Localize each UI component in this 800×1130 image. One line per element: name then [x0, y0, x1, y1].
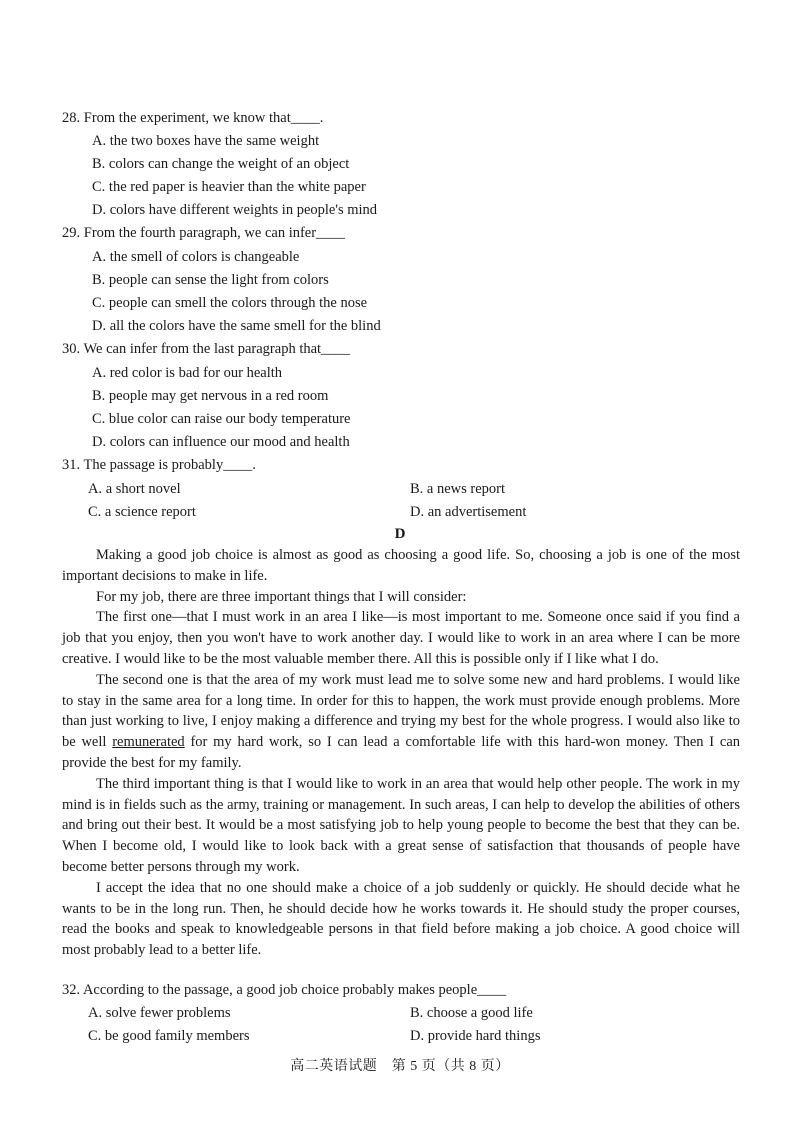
question-30-option-c: C. blue color can raise our body temperature	[92, 411, 351, 427]
question-28-option-a: A. the two boxes have the same weight	[92, 133, 320, 149]
passage-paragraph-6: I accept the idea that no one should make a choice of a job suddenly or quickly. He should decide what he wants to be in the long run. Then, he should decide how he works towards it. He should study the proper courses, read the books and speak to knowledgeable persons in that field before making a job choice. A good choice will most probably lead to a better life.	[62, 879, 740, 959]
question-29-option-a: A. the smell of colors is changeable	[92, 249, 300, 265]
paragraph-4-text-a: The second one is that the area of my work must lead me to solve some new and hard problems. I would like to stay in the same area for a long time. In order for this to happen, the work must provide enough problems. More than just working to live, I enjoy making a difference and trying my best for the whole progress. I would also like to be well	[62, 671, 740, 751]
question-31-option-b: B. a news report	[410, 481, 506, 497]
section-d-title: D	[394, 526, 406, 542]
passage-paragraph-5: The third important thing is that I would like to work in an area that would help other people. The work in my mind is in fields such as the army, training or management. In such areas, I can help to develop the abilities of others and bring out their best. It would be a most satisfying job to help young people to become the best that they can be. When I become old, I would like to look back with a great sense of satisfaction that thousands of people have become better persons through my work.	[62, 775, 740, 875]
paragraph-4-text-b: for my hard work, so I can lead a comfortable life with this hard-won money. Then I can provide the best for my family.	[62, 734, 741, 771]
question-30-stem: 30. We can infer from the last paragraph that____	[62, 341, 351, 357]
passage-paragraph-4	[62, 670, 740, 774]
passage-paragraph-3: The first one—that I must work in an area I like—is most important to me. Someone once said if you find a job that you enjoy, then you won't have to work another day. I would like to work in an area where I can be more creative. I would like to be the most valuable member there. All this is possible only if I like what I do.	[62, 609, 740, 667]
question-28-stem: 28. From the experiment, we know that____.	[62, 110, 324, 126]
question-30-option-d: D. colors can influence our mood and health	[92, 434, 350, 450]
question-31-option-c: C. a science report	[88, 504, 196, 520]
question-32-option-c: C. be good family members	[88, 1028, 250, 1044]
question-30-option-b: B. people may get nervous in a red room	[92, 388, 329, 404]
question-28-option-c: C. the red paper is heavier than the white paper	[92, 179, 366, 195]
question-29-stem: 29. From the fourth paragraph, we can infer____	[62, 225, 346, 241]
passage-paragraph-1: Making a good job choice is almost as good as choosing a good life. So, choosing a job is one of the most important decisions to make in life.	[62, 547, 740, 584]
question-29-option-b: B. people can sense the light from colors	[92, 272, 329, 288]
underlined-word: remunerated	[112, 734, 185, 751]
passage-paragraph-2: For my job, there are three important things that I will consider:	[96, 588, 467, 605]
question-32-option-b: B. choose a good life	[410, 1005, 533, 1021]
question-31-option-a: A. a short novel	[88, 481, 181, 497]
question-31-stem: 31. The passage is probably____.	[62, 457, 256, 473]
page-footer: 高二英语试题 第 5 页（共 8 页）	[290, 1059, 510, 1074]
question-32-option-a: A. solve fewer problems	[88, 1005, 231, 1021]
question-30-option-a: A. red color is bad for our health	[92, 365, 283, 381]
question-29-option-c: C. people can smell the colors through the nose	[92, 295, 368, 311]
question-32-stem: 32. According to the passage, a good job choice probably makes people____	[62, 982, 507, 998]
section-d-passage	[62, 545, 740, 961]
question-29-option-d: D. all the colors have the same smell for the blind	[92, 318, 381, 334]
question-28-option-b: B. colors can change the weight of an object	[92, 156, 350, 172]
question-31-option-d: D. an advertisement	[410, 504, 527, 520]
question-28-option-d: D. colors have different weights in people's mind	[92, 202, 378, 218]
question-32-option-d: D. provide hard things	[410, 1028, 541, 1044]
